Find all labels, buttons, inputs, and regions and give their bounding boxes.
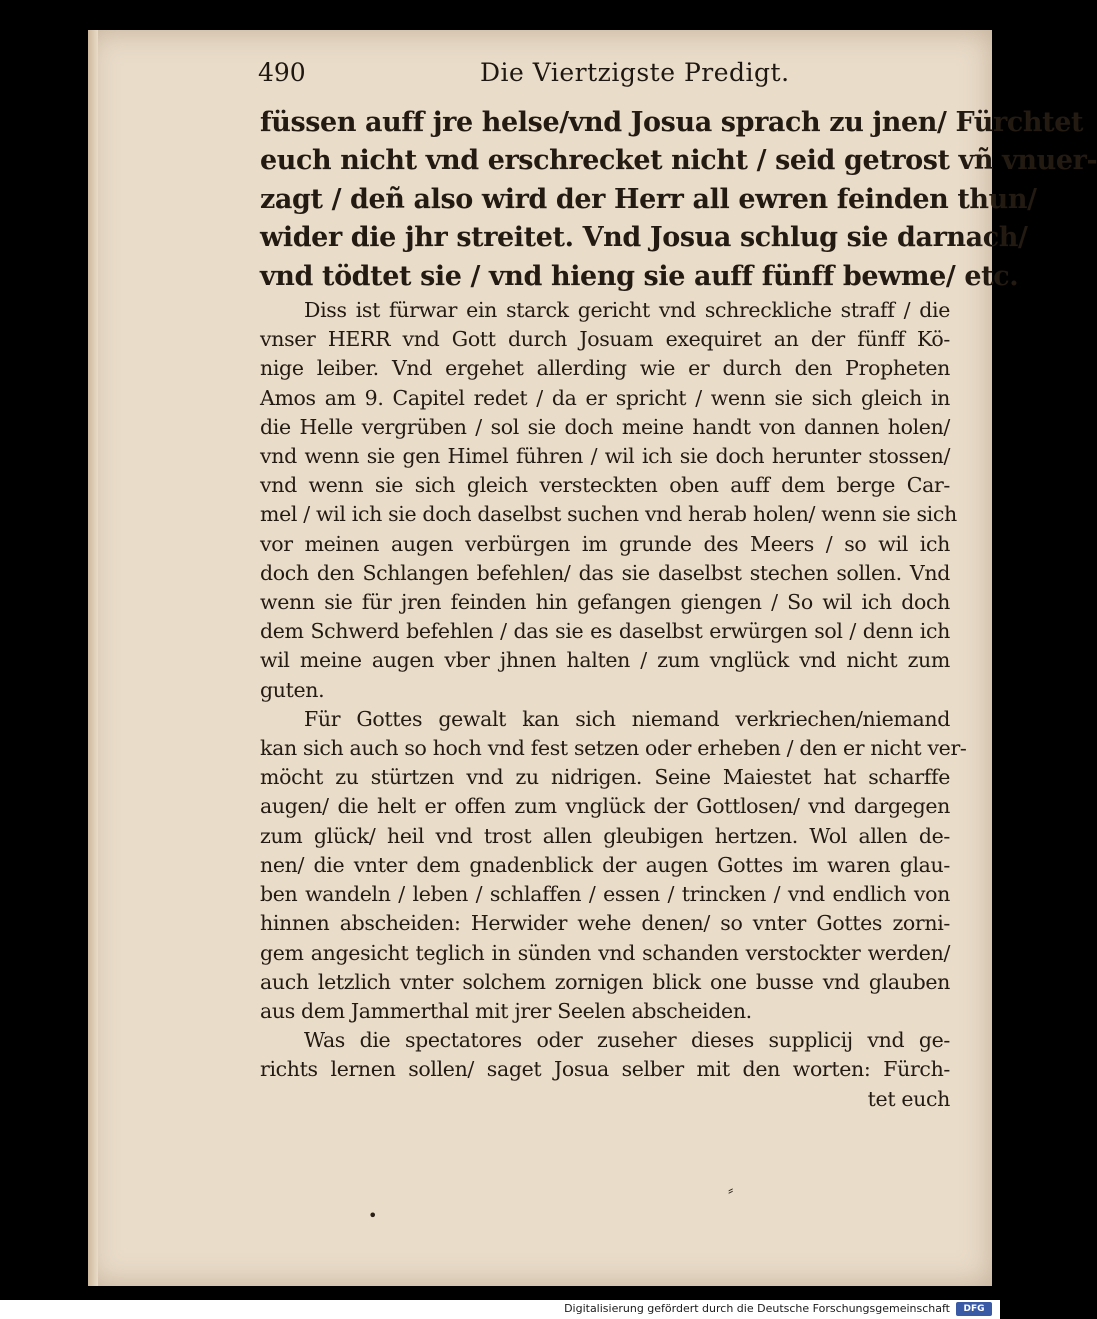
paragraph-start-line: Für Gottes gewalt kan sich niemand verkriechen/niemand — [304, 706, 950, 731]
text-line: vnser HERR vnd Gott durch Josuam exequiret an der fünff Kö- — [260, 327, 950, 352]
page-text — [260, 104, 1097, 1114]
text-line: vnd wenn sie sich gleich versteckten oben auff dem berge Car- — [260, 473, 950, 498]
text-line: mel / wil ich sie doch daselbst suchen vnd herab holen/ wenn sie sich — [260, 502, 957, 527]
text-line: hinnen abscheiden: Herwider wehe denen/ so vnter Gottes zorni- — [260, 911, 950, 936]
text-line: wenn sie für jren feinden hin gefangen giengen / So wil ich doch — [260, 590, 950, 615]
text-line: die Helle vergrüben / sol sie doch meine handt von dannen holen/ — [260, 414, 950, 439]
text-line: wil meine augen vber jhnen halten / zum vnglück vnd nicht zum — [260, 648, 950, 673]
body-text-section — [260, 296, 967, 1114]
catchword: tet euch — [867, 1086, 950, 1111]
footer-credit: Digitalisierung gefördert durch die Deutsche Forschungsgemeinschaft — [564, 1302, 950, 1315]
text-line: ben wandeln / leben / schlaffen / essen / trincken / vnd endlich von — [260, 882, 950, 907]
text-line: möcht zu stürtzen vnd zu nidrigen. Seine Maiestet hat scharffe — [260, 765, 950, 790]
text-line: zum glück/ heil vnd trost allen gleubigen hertzen. Wol allen de- — [260, 823, 950, 848]
page-number: 490 — [258, 58, 306, 87]
text-line: doch den Schlangen befehlen/ das sie daselbst stechen sollen. Vnd — [260, 560, 950, 585]
text-line: Amos am 9. Capitel redet / da er spricht / wenn sie sich gleich in — [260, 385, 950, 410]
text-line: richts lernen sollen/ saget Josua selber mit den worten: Fürch- — [260, 1057, 950, 1082]
text-line: vnd wenn sie gen Himel führen / wil ich sie doch herunter stossen/ — [260, 444, 950, 469]
text-line: vor meinen augen verbürgen im grunde des Meers / so wil ich — [260, 531, 950, 556]
paragraph-start-line: Diss ist fürwar ein starck gericht vnd schreckliche straff / die — [304, 298, 950, 323]
book-page — [88, 30, 1097, 1286]
text-line: auch letzlich vnter solchem zornigen blick one busse vnd glauben — [260, 969, 950, 994]
text-line: gem angesicht teglich in sünden vnd schanden verstockter werden/ — [260, 940, 950, 965]
ink-speck: ⸗ — [728, 1180, 734, 1199]
text-line: zagt / deñ also wird der Herr all ewren feinden thun/ — [260, 183, 1037, 215]
large-text-section — [260, 104, 1097, 296]
text-line: euch nicht vnd erschrecket nicht / seid getrost vñ vnuer- — [260, 145, 1097, 177]
text-line: guten. — [260, 677, 325, 702]
text-line: dem Schwerd befehlen / das sie es daselbst erwürgen sol / denn ich — [260, 619, 950, 644]
dfg-logo-icon: DFG — [956, 1302, 992, 1316]
running-title: Die Viertzigste Predigt. — [480, 58, 790, 87]
paragraph-start-line: Was die spectatores oder zuseher dieses suppliciј vnd ge- — [304, 1028, 950, 1053]
digitization-footer — [0, 1300, 1000, 1319]
text-line: kan sich auch so hoch vnd fest setzen oder erheben / den er nicht ver- — [260, 736, 967, 761]
text-line: füssen auff jre helse/vnd Josua sprach zu jnen/ Fürchtet — [260, 107, 1084, 138]
text-line: aus dem Jammerthal mit jrer Seelen abscheiden. — [260, 998, 752, 1023]
text-line: wider die jhr streitet. Vnd Josua schlug sie darnach/ — [260, 222, 1028, 254]
page-header — [258, 58, 938, 98]
text-line: nige leiber. Vnd ergehet allerding wie er durch den Propheten — [260, 356, 950, 381]
text-line: vnd tödtet sie / vnd hieng sie auff fünff bewme/ etc. — [260, 260, 1019, 292]
text-line: augen/ die helt er offen zum vnglück der Gottlosen/ vnd dargegen — [260, 794, 950, 819]
page-gutter — [88, 30, 98, 1286]
text-line: nen/ die vnter dem gnadenblick der augen Gottes im waren glau- — [260, 852, 950, 877]
ink-speck: • — [368, 1206, 378, 1225]
